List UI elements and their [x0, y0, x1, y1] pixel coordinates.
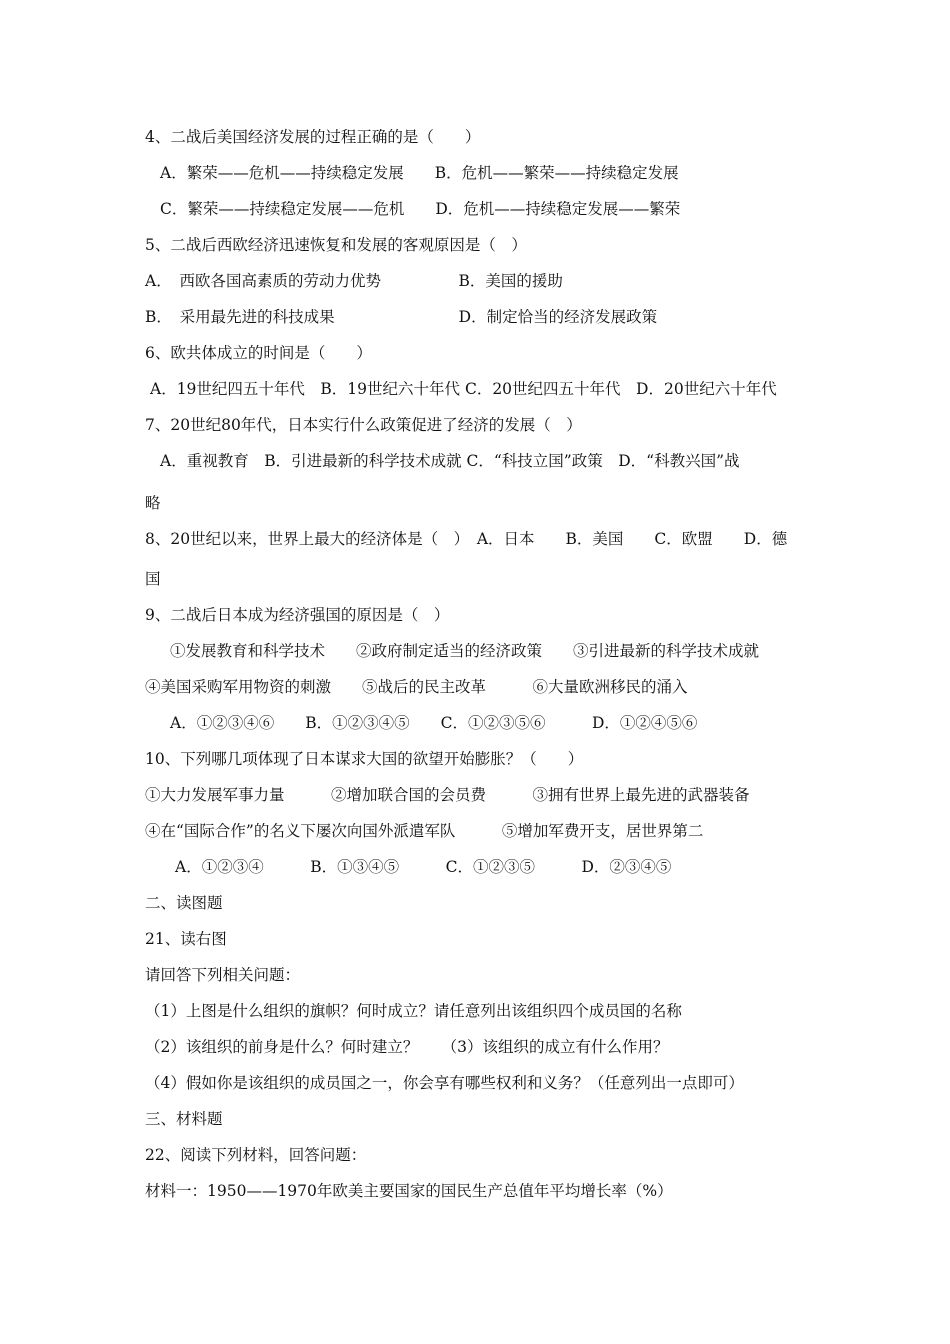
question-10-items-2: ④在“国际合作”的名义下屡次向国外派遣军队 ⑤增加军费开支，居世界第二	[145, 822, 704, 840]
question-9: 9、二战后日本成为经济强国的原因是（ ）	[145, 606, 450, 624]
question-7: 7、20世纪80年代，日本实行什么政策促进了经济的发展（ ）	[145, 416, 582, 434]
question-9-options: A．①②③④⑥ B．①②③④⑤ C．①②③⑤⑥ D．①②④⑤⑥	[170, 714, 698, 732]
question-21-part-2-3: （2）该组织的前身是什么？何时建立？ （3）该组织的成立有什么作用？	[145, 1038, 669, 1056]
question-21-part-4: （4）假如你是该组织的成员国之一，你会享有哪些权利和义务？（任意列出一点即可）	[145, 1074, 744, 1092]
question-5: 5、二战后西欧经济迅速恢复和发展的客观原因是（ ）	[145, 236, 527, 254]
question-4-options-ab: A．繁荣——危机——持续稳定发展 B．危机——繁荣——持续稳定发展	[160, 164, 679, 182]
question-21-part-1: （1）上图是什么组织的旗帜？何时成立？请任意列出该组织四个成员国的名称	[145, 1002, 682, 1020]
question-5-options-2: B． 采用最先进的科技成果 D．制定恰当的经济发展政策	[145, 308, 658, 326]
question-21-prompt: 请回答下列相关问题：	[145, 966, 301, 984]
question-9-items-2: ④美国采购军用物资的刺激 ⑤战后的民主改革 ⑥大量欧洲移民的涌入	[145, 678, 688, 696]
section-2-heading: 二、读图题	[145, 894, 223, 912]
question-7-options-wrap: 略	[145, 494, 161, 512]
question-9-items-1: ①发展教育和科学技术 ②政府制定适当的经济政策 ③引进最新的科学技术成就	[170, 642, 760, 660]
question-4-options-cd: C．繁荣——持续稳定发展——危机 D．危机——持续稳定发展——繁荣	[160, 200, 681, 218]
question-8-wrap: 国	[145, 570, 161, 588]
question-7-options: A．重视教育 B．引进最新的科学技术成就 C．“科技立国”政策 D．“科教兴国”战	[160, 452, 740, 470]
question-21: 21、读右图	[145, 930, 227, 948]
question-4: 4、二战后美国经济发展的过程正确的是（ ）	[145, 128, 481, 146]
section-3-heading: 三、材料题	[145, 1110, 223, 1128]
material-1: 材料一：1950——1970年欧美主要国家的国民生产总值年平均增长率（%）	[145, 1182, 673, 1200]
question-10-options: A．①②③④ B．①③④⑤ C．①②③⑤ D．②③④⑤	[175, 858, 672, 876]
question-10: 10、下列哪几项体现了日本谋求大国的欲望开始膨胀？（ ）	[145, 750, 584, 768]
question-5-options-1: A． 西欧各国高素质的劳动力优势 B．美国的援助	[145, 272, 563, 290]
question-6: 6、欧共体成立的时间是（ ）	[145, 344, 372, 362]
question-6-options: A．19世纪四五十年代 B．19世纪六十年代 C．20世纪四五十年代 D．20世纪六十年代	[150, 380, 777, 398]
question-22: 22、阅读下列材料，回答问题：	[145, 1146, 367, 1164]
question-8: 8、20世纪以来，世界上最大的经济体是（ ） A．日本 B．美国 C．欧盟 D．德	[145, 530, 788, 548]
question-10-items-1: ①大力发展军事力量 ②增加联合国的会员费 ③拥有世界上最先进的武器装备	[145, 786, 750, 804]
